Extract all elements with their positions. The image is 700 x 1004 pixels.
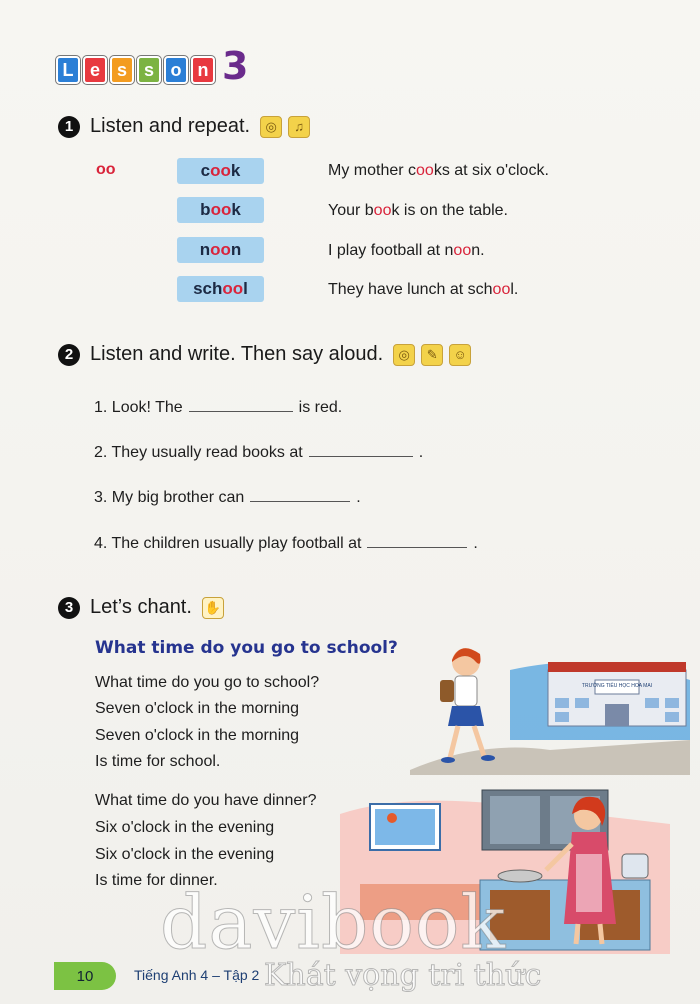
section-title: Let’s chant. <box>90 596 192 618</box>
sentence: I play football at noon. <box>328 242 485 259</box>
pencil-icon: ✎ <box>421 344 443 366</box>
answer-blank[interactable] <box>309 443 413 457</box>
watermark-slogan: Khát vọng tri thức <box>264 958 542 993</box>
lesson-letter-tile: e <box>83 56 107 84</box>
section3-heading <box>58 596 230 619</box>
school-sign: TRƯỜNG TIỂU HỌC HOA MAI <box>581 683 653 689</box>
chant-line: Six o'clock in the evening <box>95 846 275 863</box>
lesson-letter-tile: s <box>110 56 134 84</box>
chant-line: Seven o'clock in the morning <box>95 727 300 744</box>
section2-heading <box>58 343 477 366</box>
school-illustration <box>400 640 690 775</box>
book-title: Tiếng Anh 4 – Tập 2 <box>134 967 260 983</box>
headphones-icon: ◎ <box>393 344 415 366</box>
section-number: 3 <box>58 597 80 619</box>
chant-line: What time do you go to school? <box>95 674 320 691</box>
chant-line: Is time for school. <box>95 753 221 770</box>
page-number: 10 <box>54 962 116 990</box>
lesson-letter-tile: s <box>137 56 161 84</box>
question: 3. My big brother can . <box>94 489 361 506</box>
lesson-letter-tile: o <box>164 56 188 84</box>
section-number: 1 <box>58 116 80 138</box>
sentence: My mother cooks at six o'clock. <box>328 162 549 179</box>
word-school: school <box>177 276 264 302</box>
sentence: Your book is on the table. <box>328 202 508 219</box>
section-title: Listen and write. Then say aloud. <box>90 343 384 365</box>
section1-heading <box>58 115 316 138</box>
sentence: They have lunch at school. <box>328 281 519 298</box>
word-book: book <box>177 197 264 223</box>
chant-line: What time do you have dinner? <box>95 792 317 809</box>
lesson-letter-tile: n <box>191 56 215 84</box>
question: 1. Look! The is red. <box>94 399 343 416</box>
question: 2. They usually read books at . <box>94 444 424 461</box>
section-icons <box>393 344 477 366</box>
lesson-number: 3 <box>222 44 249 88</box>
sound-label: oo <box>96 161 116 178</box>
section-number: 2 <box>58 344 80 366</box>
answer-blank[interactable] <box>250 488 350 502</box>
headphones-icon: ◎ <box>260 116 282 138</box>
section-icons <box>202 597 230 619</box>
watermark-brand: davibook <box>160 880 507 966</box>
word-noon: noon <box>177 237 264 263</box>
clapping-hands-icon: ✋ <box>202 597 224 619</box>
section-title: Listen and repeat. <box>90 115 251 137</box>
answer-blank[interactable] <box>367 534 467 548</box>
chant-line: Six o'clock in the evening <box>95 819 275 836</box>
chant-line: Is time for dinner. <box>95 872 218 889</box>
lesson-letter-tile: L <box>56 56 80 84</box>
question: 4. The children usually play football at . <box>94 535 478 552</box>
lesson-badge <box>56 44 249 88</box>
word-cook: cook <box>177 158 264 184</box>
speaker-icon: ♫ <box>288 116 310 138</box>
speech-bubble-icon: ☺ <box>449 344 471 366</box>
section-icons <box>260 116 316 138</box>
chant-line: Seven o'clock in the morning <box>95 700 300 717</box>
answer-blank[interactable] <box>189 398 293 412</box>
chant-title: What time do you go to school? <box>95 638 398 658</box>
